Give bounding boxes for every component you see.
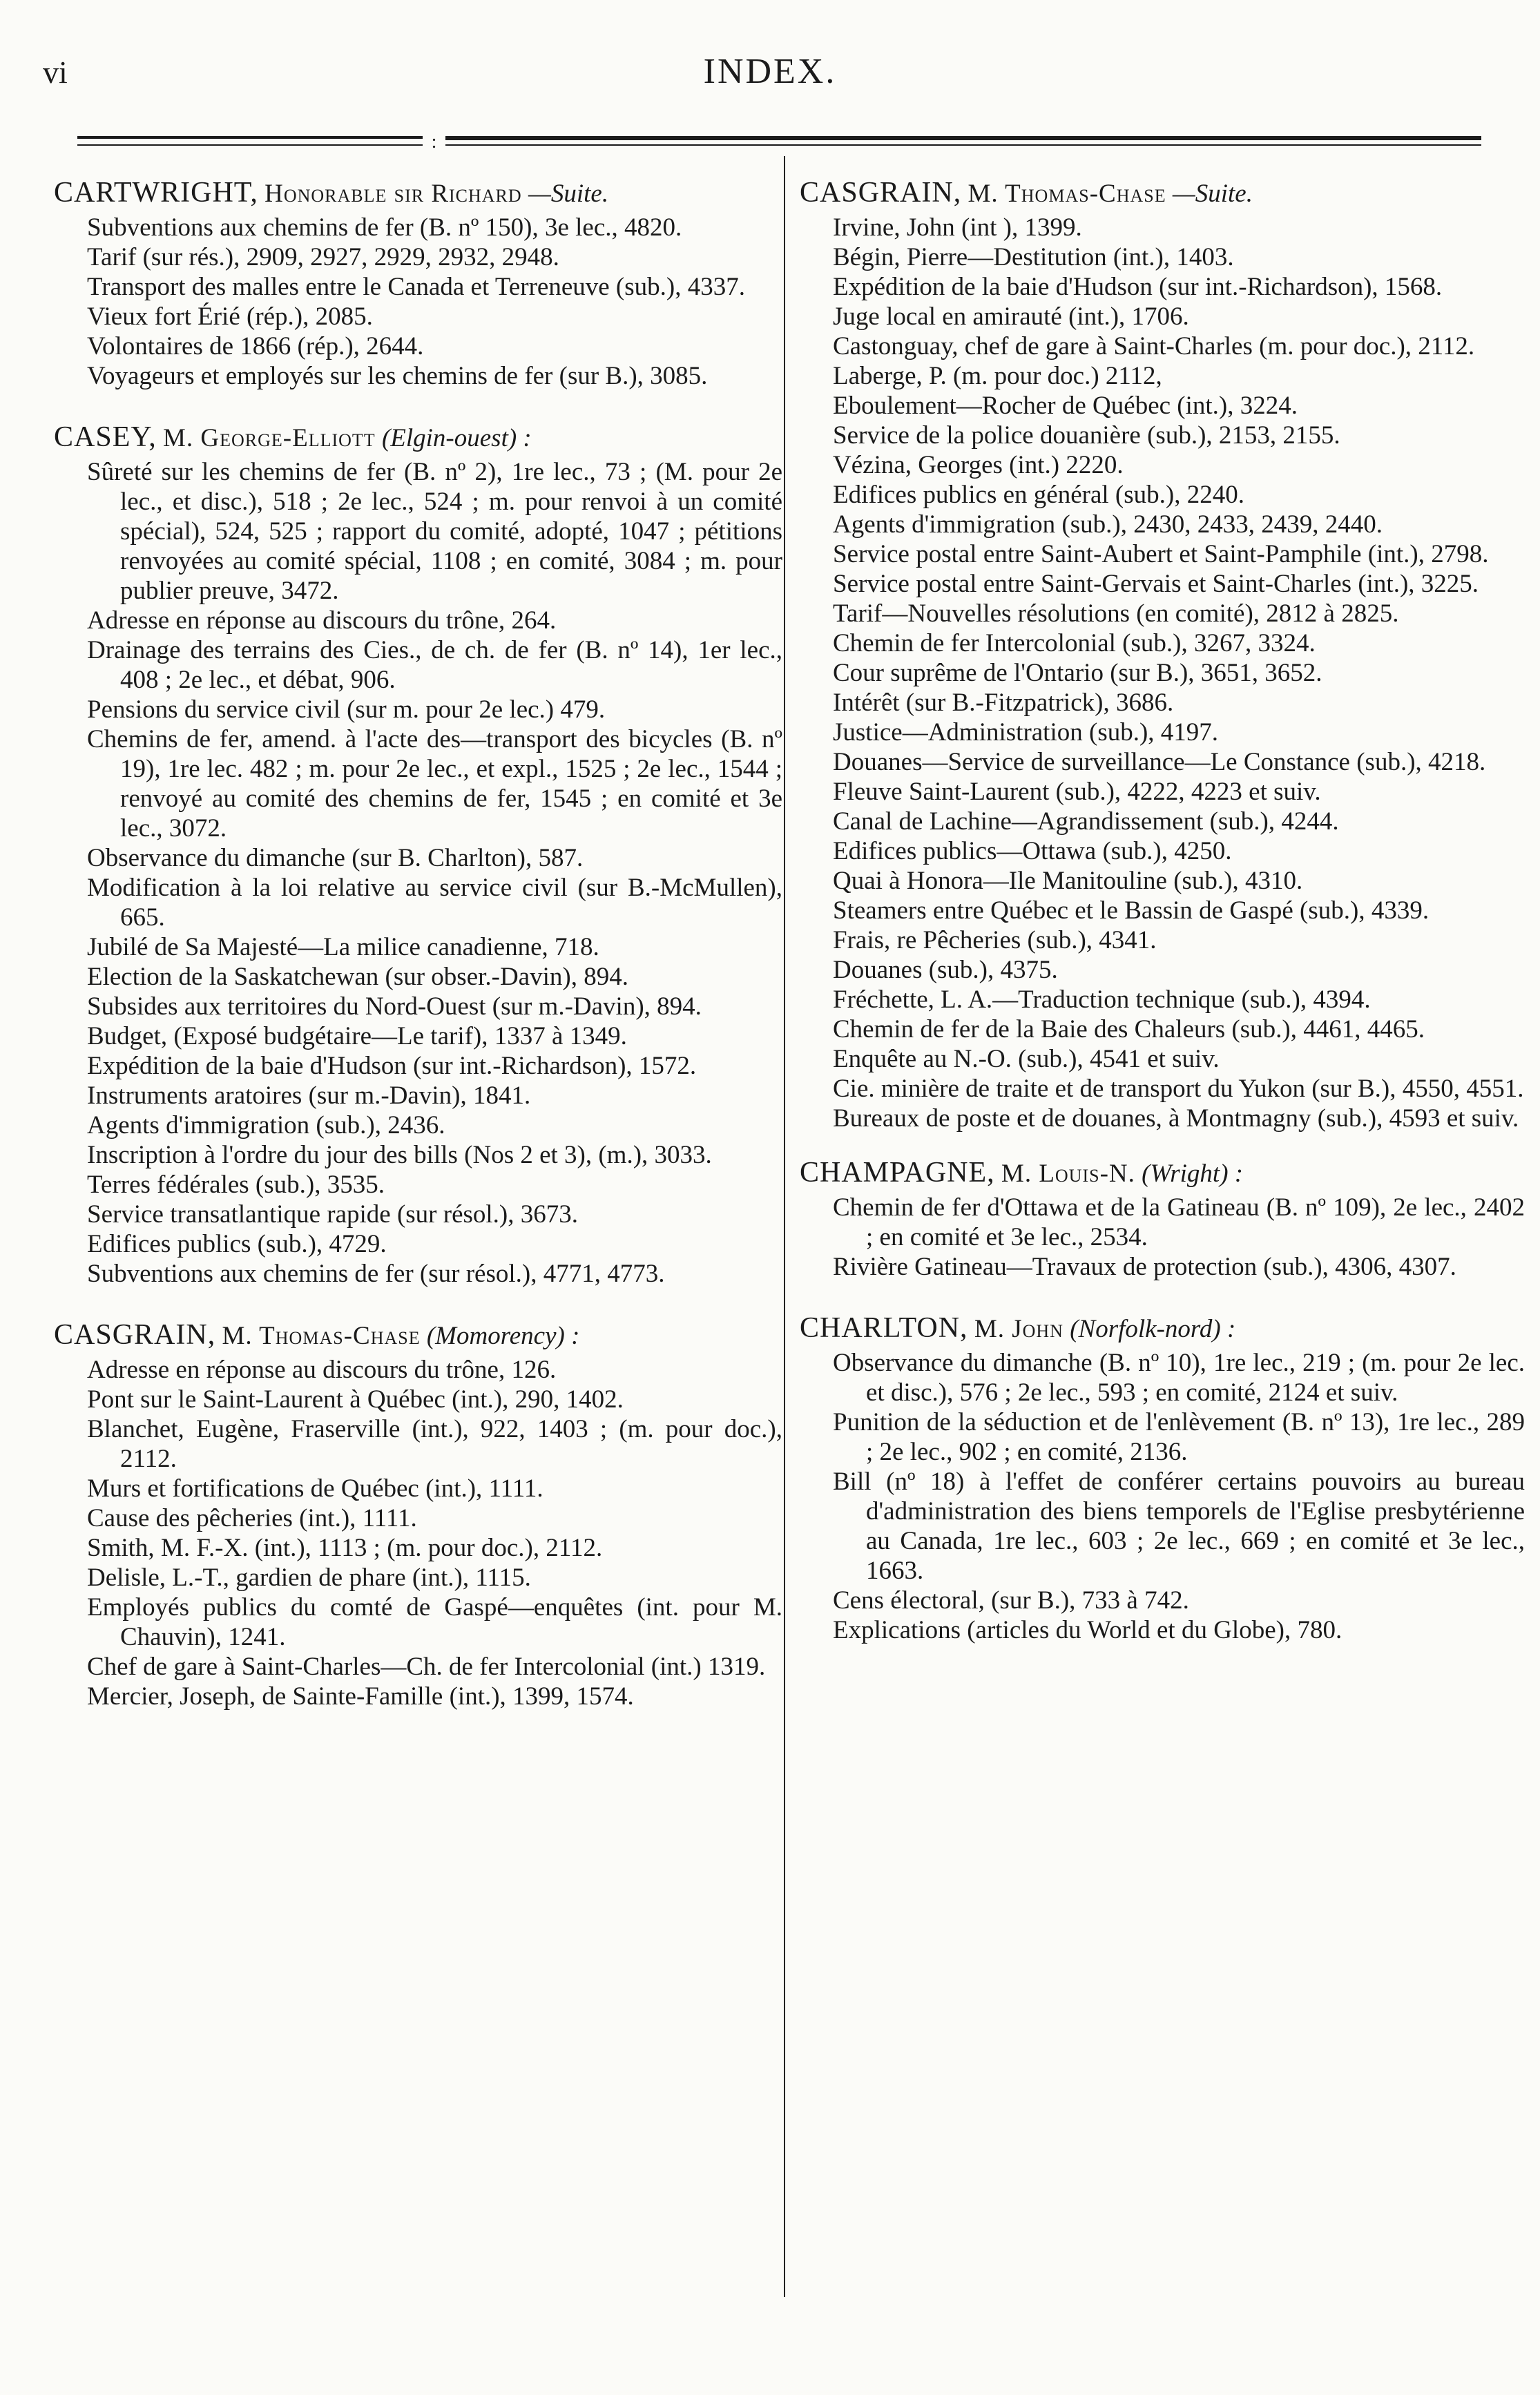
- entry-items: [54, 457, 782, 1289]
- list-item: Chef de gare à Saint-Charles—Ch. de fer Intercolonial (int.) 1319.: [87, 1653, 766, 1681]
- entry-heading: [800, 1158, 1525, 1189]
- page-title: INDEX.: [703, 52, 837, 91]
- entry-items: [54, 213, 782, 391]
- list-item: Laberge, P. (m. pour doc.) 2112,: [833, 362, 1162, 390]
- list-item: Vézina, Georges (int.) 2220.: [833, 451, 1124, 479]
- list-item: Castonguay, chef de gare à Saint-Charles (m. pour doc.), 2112.: [833, 332, 1475, 360]
- entry-items: [800, 1193, 1525, 1282]
- list-item: Cie. minière de traite et de transport du Yukon (sur B.), 4550, 4551.: [833, 1075, 1524, 1103]
- list-item: Juge local en amirauté (int.), 1706.: [833, 302, 1189, 331]
- list-item: Election de la Saskatchewan (sur obser.-Davin), 894.: [87, 963, 628, 991]
- list-item: Agents d'immigration (sub.), 2436.: [87, 1111, 445, 1139]
- list-item: Sûreté sur les chemins de fer (B. nº 2), 1re lec., 73 ; (M. pour 2e lec., et disc.), 518 ; 2e lec., 524 ; m. pour renvoi à un comité spécial), 524, 525 ; rapport du comité, adopté, 1047 ; pétitions renvoyées au comité spécial, 1108 ; en comité, 3084 ; m. pour publier preuve, 3472.: [87, 458, 782, 605]
- entry-surname: CASGRAIN,: [54, 1319, 216, 1351]
- list-item: Modification à la loi relative au service civil (sur B.-McMullen), 665.: [87, 874, 782, 932]
- list-item: Service transatlantique rapide (sur résol.), 3673.: [87, 1200, 578, 1229]
- list-item: Delisle, L.-T., gardien de phare (int.), 1115.: [87, 1564, 531, 1592]
- list-item: Edifices publics en général (sub.), 2240.: [833, 481, 1244, 509]
- list-item: Terres fédérales (sub.), 3535.: [87, 1171, 385, 1199]
- entry-riding: (Momorency) :: [426, 1322, 580, 1350]
- entry-honorific: M. John: [974, 1315, 1063, 1343]
- list-item: Adresse en réponse au discours du trône, 264.: [87, 606, 557, 635]
- list-item: Enquête au N.-O. (sub.), 4541 et suiv.: [833, 1045, 1220, 1073]
- list-item: Drainage des terrains des Cies., de ch. de fer (B. nº 14), 1er lec., 408 ; 2e lec., et débat, 906.: [87, 636, 782, 694]
- list-item: Subventions aux chemins de fer (B. nº 150), 3e lec., 4820.: [87, 213, 682, 242]
- list-item: Pensions du service civil (sur m. pour 2e lec.) 479.: [87, 695, 606, 724]
- list-item: Bégin, Pierre—Destitution (int.), 1403.: [833, 243, 1234, 271]
- entry-heading: [54, 178, 782, 209]
- list-item: Tarif (sur rés.), 2909, 2927, 2929, 2932, 2948.: [87, 243, 559, 271]
- entry-surname: CHARLTON,: [800, 1312, 968, 1344]
- list-item: Transport des malles entre le Canada et Terreneuve (sub.), 4337.: [87, 273, 745, 301]
- list-item: Service postal entre Saint-Gervais et Saint-Charles (int.), 3225.: [833, 570, 1479, 598]
- entry-riding: —Suite.: [1172, 180, 1253, 208]
- list-item: Bureaux de poste et de douanes, à Montmagny (sub.), 4593 et suiv.: [833, 1104, 1519, 1133]
- list-item: Chemin de fer Intercolonial (sub.), 3267, 3324.: [833, 629, 1316, 657]
- list-item: Irvine, John (int ), 1399.: [833, 213, 1082, 242]
- entry-items: [800, 213, 1525, 1133]
- list-item: Steamers entre Québec et le Bassin de Gaspé (sub.), 4339.: [833, 896, 1430, 925]
- list-item: Eboulement—Rocher de Québec (int.), 3224.: [833, 392, 1298, 420]
- list-item: Adresse en réponse au discours du trône, 126.: [87, 1356, 557, 1384]
- list-item: Explications (articles du World et du Globe), 780.: [833, 1616, 1342, 1644]
- page-number: vi: [43, 55, 68, 90]
- entry-heading: [800, 178, 1525, 209]
- list-item: Expédition de la baie d'Hudson (sur int.-Richardson), 1572.: [87, 1052, 697, 1080]
- list-item: Observance du dimanche (sur B. Charlton), 587.: [87, 844, 584, 872]
- entry-heading: [54, 423, 782, 453]
- index-entry: [54, 423, 782, 1289]
- entry-honorific: M. Thomas-Chase: [222, 1322, 421, 1350]
- entry-honorific: Honorable sir Richard: [264, 180, 522, 208]
- list-item: Cour suprême de l'Ontario (sur B.), 3651, 3652.: [833, 659, 1322, 687]
- list-item: Douanes (sub.), 4375.: [833, 956, 1058, 984]
- list-item: Blanchet, Eugène, Fraserville (int.), 922, 1403 ; (m. pour doc.), 2112.: [87, 1415, 782, 1473]
- list-item: Subsides aux territoires du Nord-Ouest (sur m.-Davin), 894.: [87, 992, 702, 1021]
- list-item: Service de la police douanière (sub.), 2153, 2155.: [833, 421, 1340, 450]
- list-item: Douanes—Service de surveillance—Le Constance (sub.), 4218.: [833, 748, 1486, 776]
- entry-riding: (Elgin-ouest) :: [381, 424, 532, 452]
- list-item: Chemin de fer d'Ottawa et de la Gatineau (B. nº 109), 2e lec., 2402 ; en comité et 3e lec., 2534.: [833, 1193, 1525, 1251]
- list-item: Rivière Gatineau—Travaux de protection (sub.), 4306, 4307.: [833, 1253, 1456, 1281]
- header-rule-mark: :: [431, 131, 437, 153]
- list-item: Fleuve Saint-Laurent (sub.), 4222, 4223 et suiv.: [833, 778, 1321, 806]
- list-item: Employés publics du comté de Gaspé—enquêtes (int. pour M. Chauvin), 1241.: [87, 1593, 782, 1651]
- list-item: Subventions aux chemins de fer (sur résol.), 4771, 4773.: [87, 1260, 665, 1288]
- list-item: Cause des pêcheries (int.), 1111.: [87, 1504, 417, 1532]
- list-item: Chemin de fer de la Baie des Chaleurs (sub.), 4461, 4465.: [833, 1015, 1425, 1043]
- entry-honorific: M. George-Elliott: [163, 424, 376, 452]
- index-entry: [800, 1314, 1525, 1645]
- entry-surname: CASGRAIN,: [800, 177, 962, 209]
- entry-heading: [54, 1320, 782, 1351]
- entry-riding: (Wright) :: [1142, 1160, 1244, 1188]
- list-item: Budget, (Exposé budgétaire—Le tarif), 1337 à 1349.: [87, 1022, 627, 1050]
- list-item: Voyageurs et employés sur les chemins de fer (sur B.), 3085.: [87, 362, 708, 390]
- list-item: Cens électoral, (sur B.), 733 à 742.: [833, 1586, 1189, 1615]
- entry-riding: (Norfolk-nord) :: [1070, 1315, 1236, 1343]
- list-item: Quai à Honora—Ile Manitouline (sub.), 4310.: [833, 867, 1303, 895]
- list-item: Smith, M. F.-X. (int.), 1113 ; (m. pour doc.), 2112.: [87, 1534, 603, 1562]
- list-item: Mercier, Joseph, de Sainte-Famille (int.), 1399, 1574.: [87, 1682, 634, 1711]
- entry-honorific: M. Louis-N.: [1001, 1160, 1135, 1188]
- list-item: Expédition de la baie d'Hudson (sur int.-Richardson), 1568.: [833, 273, 1443, 301]
- list-item: Frais, re Pêcheries (sub.), 4341.: [833, 926, 1157, 954]
- list-item: Service postal entre Saint-Aubert et Saint-Pamphile (int.), 2798.: [833, 540, 1489, 568]
- list-item: Justice—Administration (sub.), 4197.: [833, 718, 1219, 747]
- list-item: Punition de la séduction et de l'enlèvement (B. nº 13), 1re lec., 289 ; 2e lec., 902 ; en comité, 2136.: [833, 1408, 1525, 1466]
- list-item: Tarif—Nouvelles résolutions (en comité), 2812 à 2825.: [833, 599, 1399, 628]
- list-item: Intérêt (sur B.-Fitzpatrick), 3686.: [833, 689, 1174, 717]
- index-entry: [800, 1158, 1525, 1282]
- entry-items: [800, 1348, 1525, 1645]
- index-entry: [54, 178, 782, 391]
- entry-items: [54, 1355, 782, 1711]
- list-item: Bill (nº 18) à l'effet de conférer certains pouvoirs au bureau d'administration des biens temporels de l'Eglise presbytérienne au Canada, 1re lec., 603 ; 2e lec., 669 ; en comité et 3e lec., 1663.: [833, 1468, 1525, 1585]
- list-item: Agents d'immigration (sub.), 2430, 2433, 2439, 2440.: [833, 510, 1383, 539]
- list-item: Instruments aratoires (sur m.-Davin), 1841.: [87, 1081, 531, 1110]
- entry-honorific: M. Thomas-Chase: [968, 180, 1166, 208]
- list-item: Murs et fortifications de Québec (int.), 1111.: [87, 1474, 543, 1503]
- entry-riding: —Suite.: [528, 180, 609, 208]
- list-item: Volontaires de 1866 (rép.), 2644.: [87, 332, 424, 360]
- list-item: Chemins de fer, amend. à l'acte des—transport des bicycles (B. nº 19), 1re lec. 482 ; m. pour 2e lec., et expl., 1525 ; 2e lec., 1544 ; renvoyé au comité des chemins de fer, 1545 ; en comité et 3e lec., 3072.: [87, 725, 782, 843]
- list-item: Fréchette, L. A.—Traduction technique (sub.), 4394.: [833, 985, 1371, 1014]
- left-column: [54, 178, 782, 1743]
- list-item: Vieux fort Érié (rép.), 2085.: [87, 302, 373, 331]
- list-item: Jubilé de Sa Majesté—La milice canadienne, 718.: [87, 933, 599, 961]
- list-item: Inscription à l'ordre du jour des bills (Nos 2 et 3), (m.), 3033.: [87, 1141, 712, 1169]
- list-item: Pont sur le Saint-Laurent à Québec (int.), 290, 1402.: [87, 1385, 624, 1414]
- entry-surname: CHAMPAGNE,: [800, 1157, 995, 1189]
- header-rule-left: [77, 135, 423, 150]
- index-entry: [800, 178, 1525, 1133]
- right-column: [800, 178, 1525, 1677]
- list-item: Observance du dimanche (B. nº 10), 1re lec., 219 ; (m. pour 2e lec. et disc.), 576 ; 2e lec., 593 ; en comité, 2124 et suiv.: [833, 1349, 1525, 1407]
- entry-surname: CARTWRIGHT,: [54, 177, 258, 209]
- list-item: Edifices publics—Ottawa (sub.), 4250.: [833, 837, 1232, 865]
- entry-heading: [800, 1314, 1525, 1344]
- header-rule-right: [445, 135, 1481, 150]
- index-entry: [54, 1320, 782, 1711]
- entry-surname: CASEY,: [54, 421, 157, 453]
- list-item: Edifices publics (sub.), 4729.: [87, 1230, 387, 1258]
- column-divider: [784, 156, 785, 2297]
- list-item: Canal de Lachine—Agrandissement (sub.), 4244.: [833, 807, 1339, 836]
